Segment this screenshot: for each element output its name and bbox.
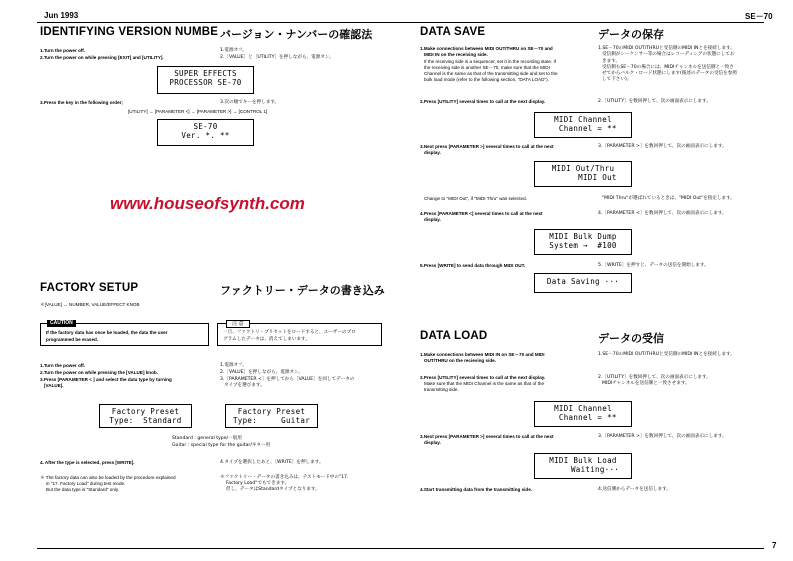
load-lcd-waiting	[534, 453, 632, 479]
save-lcd-channel	[534, 112, 632, 138]
load-step4-jp: 4.送信側からデータを送信します。	[598, 487, 671, 492]
lcd-line: Type: Guitar	[232, 415, 311, 425]
identify-step2: 2.Turn the power on while pressing [EXIT] and [UTILITY].	[40, 55, 164, 60]
factory-step3-jp-cont: タイプを選びます。	[224, 383, 265, 388]
caution-line: If the factory data has once be loaded, the data the user	[46, 330, 168, 335]
load-step1: OUT/THRU on the recieving side.	[424, 358, 496, 363]
load-step4: 4.Start transmitting data from the transmitting side.	[420, 487, 533, 492]
load-step1: 1.Make connections between MIDI IN on SE－70 and MIDI	[420, 352, 545, 357]
save-step1: the receiving side is another SE－70, make sure that the MIDI	[424, 65, 550, 70]
lcd-line: MIDI Out/Thru	[551, 164, 615, 173]
load-step3: display.	[424, 440, 441, 445]
identify-title-jp: バージョン・ナンバーの確認法	[220, 28, 373, 41]
factory-step2-jp: 2.［VALUE］を押しながら、電源オン。	[220, 370, 303, 375]
factory-step2: 2.Turn the power on while pressing the [VALUE] knob.	[40, 370, 158, 375]
save-step2: 2.Press [UTILITY] several times to call at the next display.	[420, 99, 546, 104]
save-step3-jp: 3.［PARAMETER >］を数回押して、次の画面表示にします。	[598, 144, 727, 149]
footer-rule	[37, 548, 764, 549]
header-model: SE－70	[745, 12, 773, 21]
factory-title-jp: ファクトリー・データの書き込み	[220, 284, 385, 297]
header-date: Jun 1993	[44, 11, 79, 20]
factory-step3: 3.Press [PARAMETER < ] and select the data type by turning	[40, 377, 172, 382]
save-step1: Channel is the same as that of the transmitting side and set to the	[424, 71, 558, 76]
save-step1-jp: せてからバルク・ロード状態にします(後述のデータの受信を参照	[602, 71, 737, 76]
identify-step1: 1.Turn the power off.	[40, 48, 86, 53]
identify-step2-jp: 2.［VALUE］と［UTILITY］を押しながら、電源オン。	[220, 55, 334, 60]
lcd-line: PROCESSOR SE-70	[169, 77, 242, 87]
save-step1-jp: して下さい)。	[602, 77, 632, 82]
factory-footnote: But the data type is "Standard" only.	[46, 487, 120, 492]
save-lcd-saving	[534, 273, 632, 293]
identify-step1-jp: 1.電源オフ。	[220, 48, 247, 53]
identify-title: IDENTIFYING VERSION NUMBE	[40, 26, 219, 38]
load-step2-jp: MIDIチャンネルを送信側と一致させます。	[602, 381, 690, 386]
save-step4-jp: 4.［PARAMETER <］を数回押して、次の画面表示にします。	[598, 211, 727, 216]
identify-keyseq: [UTILITY] → [PARAMETER <] → [PARAMETER >] → [CONTROL 1]	[128, 109, 268, 114]
save-change-note-jp: "MIDI Thru"が選ばれているときは、"MIDI Out"を指定します。	[602, 196, 735, 201]
caution-line-jp: 一旦、ファクトリ・プリセットをロードすると、ユーザーのプロ	[223, 330, 356, 335]
save-lcd-bulkdump	[534, 229, 632, 255]
save-step5-jp: 5.［WRITE］を押すと、データの送信を開始します。	[598, 263, 709, 268]
lcd-line: MIDI Channel	[554, 404, 612, 413]
factory-step1: 1.Turn the power off.	[40, 363, 86, 368]
factory-footnote-jp: ＊ファクトリー・データの書き込みは、テストモード中の"17.	[220, 475, 349, 480]
lcd-line: Factory Preset	[111, 407, 180, 416]
save-step1-jp: きます。	[602, 59, 621, 64]
save-step1: MIDI IN on the receiving side.	[424, 52, 488, 57]
factory-step4: 4. After the type is selected, press [WRITE].	[40, 460, 135, 465]
load-step2-jp: 2.［UTILITY］を数回押して、次の画面表示にします。	[598, 375, 711, 380]
load-step3: 3.Next press [PARAMETER >] several times to call at the next	[420, 434, 554, 439]
caution-label-jp: 注 意	[226, 320, 250, 328]
factory-note: ＊[VALUE] → NUMBER, VALUE/EFFECT KNOB	[40, 302, 140, 307]
lcd-line: Waiting···	[546, 464, 620, 474]
save-step5: 5.Press [WRITE] to send data through MIDI OUT.	[420, 263, 526, 268]
lcd-line: MIDI Bulk Dump	[549, 232, 617, 241]
identify-step3-jp: 3.次の順でキーを押します。	[220, 100, 280, 105]
load-step1-jp: 1.SE－70のMIDI OUT/THRUと受信側のMIDI INとを接続します。	[598, 352, 735, 357]
factory-footnote-jp: 但し、データはStandardタイプとなります。	[226, 487, 320, 492]
factory-standard-desc: Standard : general type/一般用	[172, 436, 242, 441]
identify-lcd2	[157, 119, 254, 146]
lcd-line: SUPER EFFECTS	[174, 69, 237, 78]
load-step2: Make sure that the MIDI Channel is the same as that of the	[424, 381, 545, 386]
factory-footnote: ＊ The factory data can also be loaded by the procedure explained	[40, 475, 176, 480]
lcd-line: Factory Preset	[237, 407, 306, 416]
factory-lcd-guitar	[225, 404, 318, 428]
load-title: DATA LOAD	[420, 330, 488, 342]
caution-line: programmed be erased.	[46, 337, 99, 342]
load-step2: transmitting side.	[424, 387, 459, 392]
lcd-line: MIDI Bulk Load	[549, 456, 617, 465]
save-step4: display.	[424, 217, 441, 222]
save-step1-jp: 受信側がシーケンサー等の場合はレコーディングの状態にしてお	[602, 52, 735, 57]
factory-lcd-standard	[99, 404, 192, 428]
caution-label: CAUTION	[47, 320, 76, 327]
factory-step3-cont: [VALUE].	[44, 383, 64, 388]
save-step3: 3.Next press [PARAMETER >] several times to call at the next	[420, 144, 554, 149]
identify-step3: 3.Press the key in the following order;	[40, 100, 123, 105]
save-step1: bulk load mode (refer to the following section, "DATA LOAD").	[424, 77, 549, 82]
save-step2-jp: 2.［UTILITY］を数回押して、次の画面表示にします。	[598, 99, 711, 104]
caution-box-jp	[217, 323, 382, 346]
lcd-line: Type: Standard	[109, 415, 182, 425]
page-number: 7	[772, 541, 777, 550]
factory-footnote-jp: Factory Load"でもできます。	[226, 481, 290, 486]
save-title: DATA SAVE	[420, 26, 486, 38]
save-change-note: Change to "MIDI Out", if "MIDI Thru" was selected.	[424, 196, 527, 201]
save-step1-jp: 受信側もSE－70の場合には、MIDIチャンネルを送信側と一致さ	[602, 65, 734, 70]
lcd-line: SE-70	[193, 122, 218, 131]
save-title-jp: データの保存	[598, 28, 664, 41]
header-rule	[37, 22, 764, 23]
lcd-line: Channel = **	[549, 123, 617, 133]
save-step3: display.	[424, 150, 441, 155]
watermark: www.houseofsynth.com	[110, 194, 305, 213]
load-lcd-channel	[534, 401, 632, 427]
save-step4: 4.Press [PARAMETER <] several times to call at the next	[420, 211, 543, 216]
factory-step4-jp: 4.タイプを選択したあと、［WRITE］を押します。	[220, 460, 324, 465]
factory-footnote: in "17. Factory Load" during test mode.	[46, 481, 126, 486]
factory-step3-jp: 3.［PARAMETER <］を押してから［VALUE］を回してデータの	[220, 377, 355, 382]
save-lcd-midiout	[534, 161, 632, 187]
load-step3-jp: 3.［PARAMETER >］を数回押して、次の画面表示にします。	[598, 434, 727, 439]
lcd-line: System → #100	[549, 240, 617, 250]
lcd-line: Channel = **	[549, 412, 617, 422]
caution-line-jp: グラムしたデータは、消えてしまいます。	[223, 337, 310, 342]
save-step1: If the receiving side is a sequencer, set it in the recording state. If	[424, 59, 557, 64]
lcd-line: MIDI Channel	[554, 115, 612, 124]
factory-title: FACTORY SETUP	[40, 282, 139, 294]
lcd-line: Ver. *. **	[181, 130, 230, 140]
save-step1-jp: 1.SE－70のMIDI OUT/THRUと受信側のMIDI INとを接続します。	[598, 46, 735, 51]
save-step1: 1.Make connections between MIDI OUT/THRU on SE－70 and	[420, 46, 553, 51]
lcd-line: MIDI Out	[549, 172, 617, 182]
load-title-jp: データの受信	[598, 332, 664, 345]
load-step2: 2.Press [UTILITY] several times to call at the next display.	[420, 375, 546, 380]
caution-box	[40, 320, 209, 346]
lcd-line: Data Saving ···	[546, 277, 620, 286]
factory-step1-jp: 1.電源オフ。	[220, 363, 247, 368]
factory-guitar-desc: Guitar : special type for the guitar/ギター用	[172, 443, 271, 448]
identify-lcd1	[157, 66, 254, 94]
